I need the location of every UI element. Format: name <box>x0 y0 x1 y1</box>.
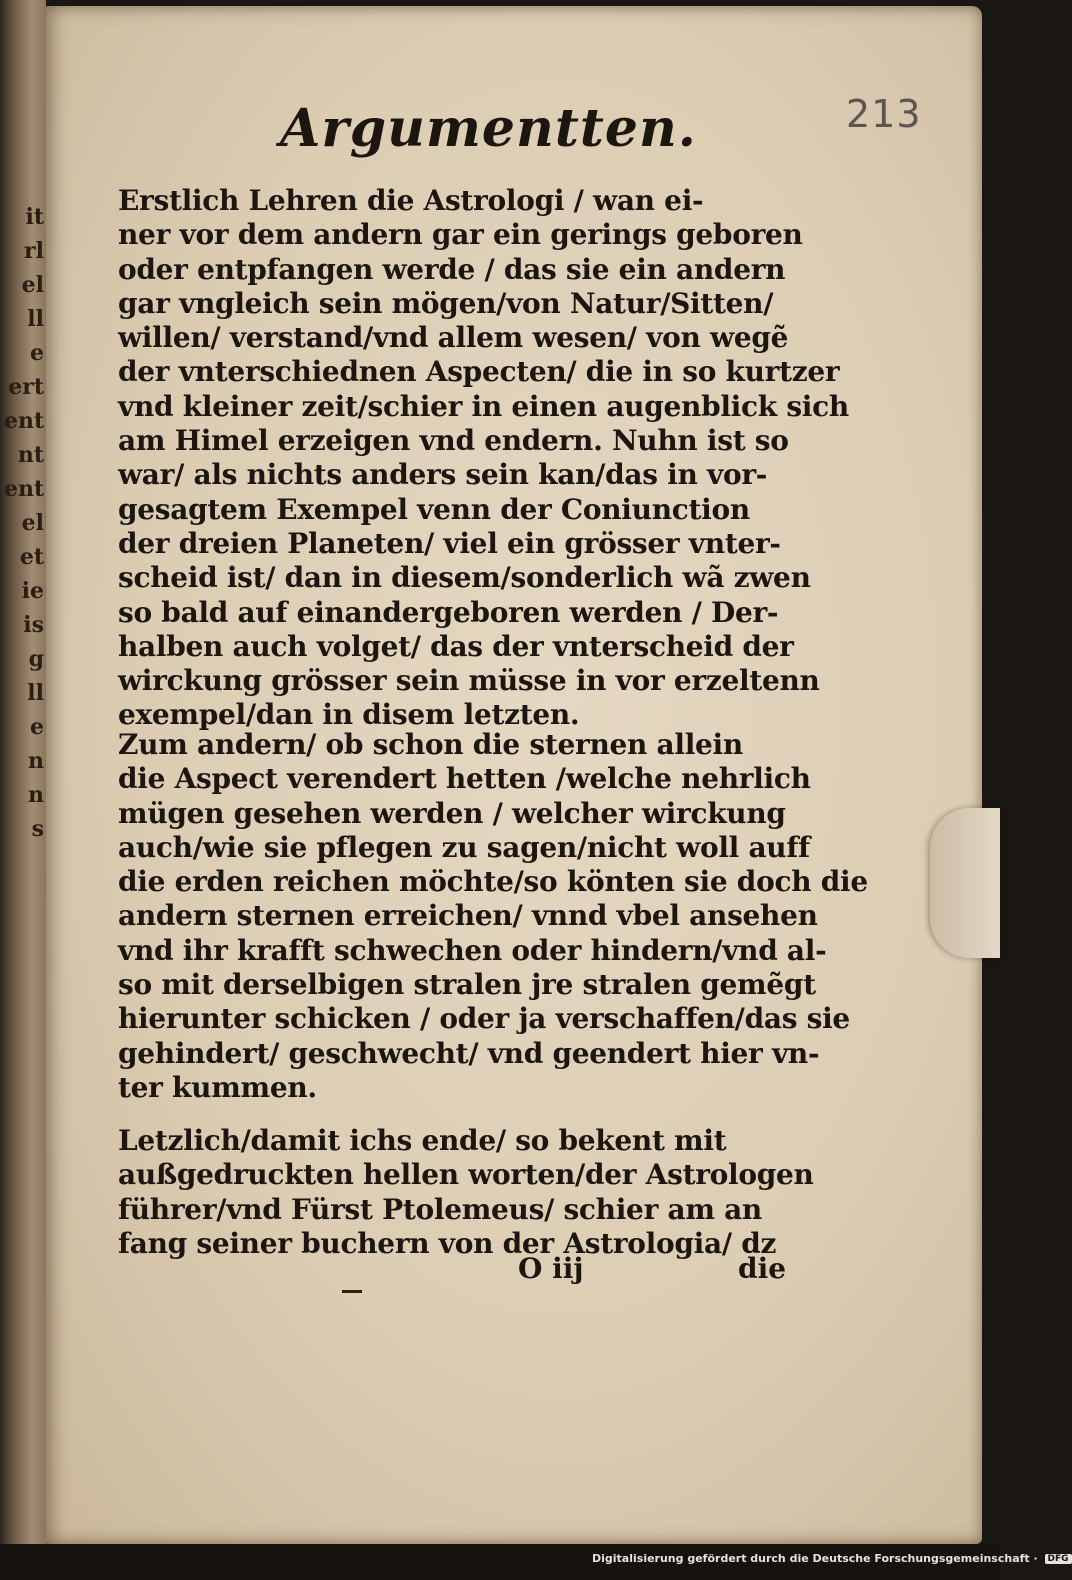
text-line: scheid ist/ dan in diesem/sonderlich wã zwen <box>118 561 811 595</box>
paragraph-2 <box>118 728 868 1105</box>
digitization-credit <box>592 1552 1072 1565</box>
catchword: die <box>738 1252 787 1285</box>
text-line: so bald auf einandergeboren werden / Der- <box>118 595 779 629</box>
left-page-edge-text <box>4 200 44 846</box>
page-number: 213 <box>846 92 922 136</box>
left-page-fragment: ll <box>27 680 44 706</box>
text-line: halben auch volget/ das der vnterscheid der <box>118 629 794 663</box>
left-page-fragment: n <box>28 782 44 808</box>
text-line: Letzlich/damit ichs ende/ so bekent mit <box>118 1124 727 1157</box>
dfg-logo: DFG <box>1045 1554 1072 1564</box>
left-page-fragment: ll <box>27 306 44 332</box>
paragraph-1 <box>118 184 849 733</box>
left-page-fragment: e <box>30 714 44 740</box>
text-line: andern sternen erreichen/ vnnd vbel ansehen <box>118 899 818 933</box>
text-line: am Himel erzeigen vnd endern. Nuhn ist so <box>118 424 789 458</box>
left-page-fragment: ent <box>4 476 45 502</box>
text-line: die erden reichen möchte/so könten sie doch die <box>118 865 868 899</box>
left-page-fragment: el <box>21 510 44 536</box>
text-line: Zum andern/ ob schon die sternen allein <box>118 728 743 761</box>
text-line: exempel/dan in disem letzten. <box>118 698 580 732</box>
text-line: gehindert/ geschwecht/ vnd geendert hier vn- <box>118 1036 820 1070</box>
text-line: war/ als nichts anders sein kan/das in vor- <box>118 458 768 492</box>
text-line: ner vor dem andern gar ein gerings geboren <box>118 218 803 252</box>
text-line: so mit derselbigen stralen jre stralen gemẽgt <box>118 968 816 1002</box>
left-page-fragment: it <box>25 204 44 230</box>
left-page-fragment: nt <box>17 442 44 468</box>
left-page-fragment: ie <box>21 578 44 604</box>
left-page-fragment: s <box>31 816 44 842</box>
text-line: ter kummen. <box>118 1070 317 1104</box>
left-page-fragment: is <box>23 612 44 638</box>
text-line: gar vngleich sein mögen/von Natur/Sitten/ <box>118 286 774 320</box>
text-line: gesagtem Exempel venn der Coniunction <box>118 492 750 526</box>
left-page-fragment: ert <box>8 374 44 400</box>
adjacent-left-page <box>0 0 46 1560</box>
text-line: willen/ verstand/vnd allem wesen/ von wegẽ <box>118 321 789 355</box>
text-line: auch/wie sie pflegen zu sagen/nicht woll auff <box>118 830 810 864</box>
text-line: oder entpfangen werde / das sie ein andern <box>118 252 786 286</box>
signature-mark: O iij <box>518 1252 584 1285</box>
text-line: Erstlich Lehren die Astrologi / wan ei- <box>118 184 704 217</box>
left-page-fragment: el <box>21 272 44 298</box>
left-page-fragment: rl <box>24 238 44 264</box>
text-line: der dreien Planeten/ viel ein grösser vnter- <box>118 526 781 560</box>
left-page-fragment: g <box>28 646 44 672</box>
left-page-fragment: n <box>28 748 44 774</box>
left-page-fragment: ent <box>4 408 45 434</box>
credit-text: Digitalisierung gefördert durch die Deutsche Forschungsgemeinschaft · <box>592 1552 1038 1565</box>
text-line: fang seiner buchern von der Astrologia/ dz <box>118 1226 777 1260</box>
text-line: vnd ihr krafft schwechen oder hindern/vnd al- <box>118 933 827 967</box>
text-line: hierunter schicken / oder ja verschaffen/das sie <box>118 1002 850 1036</box>
text-line: führer/vnd Fürst Ptolemeus/ schier am an <box>118 1192 762 1226</box>
left-page-fragment: et <box>19 544 44 570</box>
page-heading: Argumentten. <box>280 98 697 159</box>
paragraph-3 <box>118 1124 814 1261</box>
text-line: außgedruckten hellen worten/der Astrologen <box>118 1158 814 1192</box>
text-line: mügen gesehen werden / welcher wirckung <box>118 796 786 830</box>
text-line: vnd kleiner zeit/schier in einen augenblick sich <box>118 389 849 423</box>
page-clip-tab <box>930 808 1000 958</box>
text-line: der vnterschiednen Aspecten/ die in so kurtzer <box>118 355 840 389</box>
text-line: die Aspect verendert hetten /welche nehrlich <box>118 762 811 796</box>
text-line: wirckung grösser sein müsse in vor erzeltenn <box>118 664 820 698</box>
decorative-dash <box>342 1290 362 1293</box>
left-page-fragment: e <box>30 340 44 366</box>
